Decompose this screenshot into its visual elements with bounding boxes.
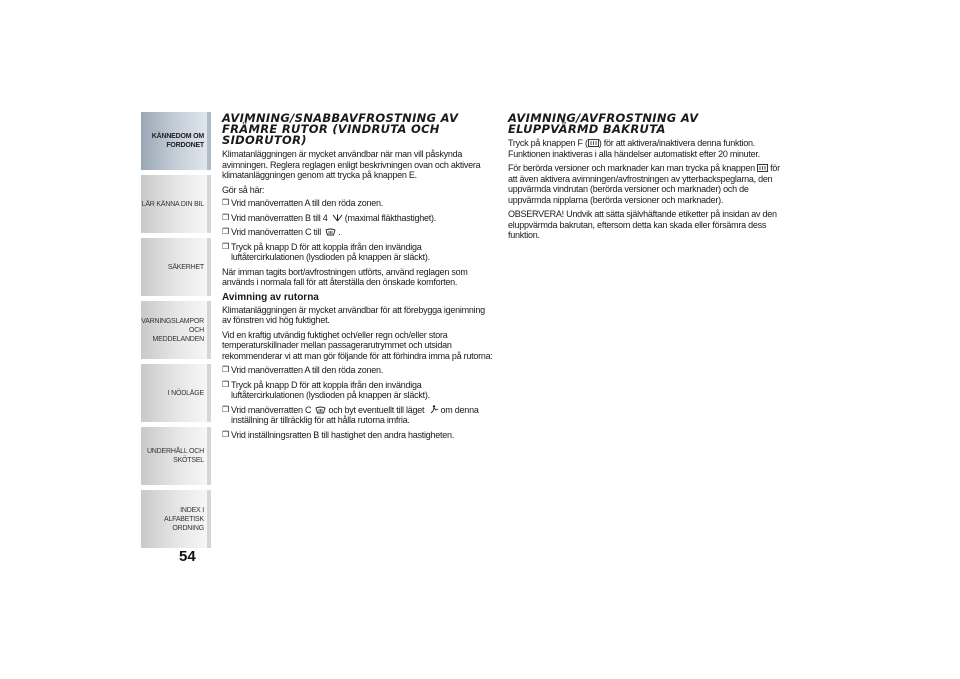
windscreen-defrost-icon <box>315 406 326 414</box>
list-item: ❒ Vrid manöverratten B till 4 (maximal fläkthastighet). <box>222 212 437 223</box>
rear-window-defrost-icon <box>588 139 599 147</box>
tab-i-nodlage[interactable] <box>141 364 211 422</box>
tab-label: VARNINGSLAMPOR OCH MEDDELANDEN <box>141 317 204 343</box>
feet-windscreen-icon <box>429 405 439 414</box>
checkbox-bullet-icon: ❒ <box>222 198 229 207</box>
section-heading-rear-defrost: AVIMNING/AVFROSTNING AV ELUPPVÄRMD BAKRUTA <box>508 111 699 136</box>
list-item: ❒ Vrid manöverratten C och byt eventuellt till läget om denna inställning är tillräcklig för att hålla rutorna imfria. <box>222 404 479 425</box>
list-item: ❒ Vrid manöverratten A till den röda zonen. <box>222 198 384 208</box>
checkbox-bullet-icon: ❒ <box>222 429 229 439</box>
tab-label: SÄKERHET <box>167 263 204 271</box>
tab-label: LÄR KÄNNA DIN BIL <box>141 200 204 208</box>
left-column <box>222 113 494 444</box>
list-item: ❒ Vrid inställningsratten B till hastighet den andra hastigheten. <box>222 429 455 440</box>
intro-paragraph: Klimatanläggningen är mycket användbar när man vill påskynda avimningen. Reglera reglagen enligt beskrivningen ovan och aktivera klimatanläggningen genom att trycka på knappen E. <box>222 149 481 180</box>
right-column <box>508 113 783 245</box>
checkbox-bullet-icon: ❒ <box>222 241 229 251</box>
sub-heading-avimning: Avimning av rutorna <box>222 291 319 303</box>
mirror-defrost-paragraph: För berörda versioner och marknader kan man trycka på knappen för att även aktivera avimningen/avfrostningen av ytterbackspeglarna, den uppvärmda vindrutan (berörda versioner och marknader) och de uppvärmda nipplarna (berörda versioner och marknader). <box>508 163 780 205</box>
sub-text: Vid en kraftig utvändig fuktighet och/eller regn och/eller stora temperaturskillnader mellan passagerarutrymmet och utsidan rekommenderar vi att man gör följande för att förhindra imma på rutorna: <box>222 329 493 361</box>
do-label: Gör så här: <box>222 184 265 195</box>
after-paragraph: När imman tagits bort/avfrostningen utförts, använd reglagen som används i normala fall för att återställa den önskade komforten. <box>222 266 468 287</box>
tab-sakerhet[interactable] <box>141 238 211 296</box>
sub-intro: Klimatanläggningen är mycket användbar för att förebygga igenimning av fönstren vid hög fuktighet. <box>222 304 485 325</box>
tab-lar-kanna-din-bil[interactable] <box>141 175 211 233</box>
windscreen-defrost-icon <box>325 228 336 236</box>
tab-underhall-och-skotsel[interactable] <box>141 427 211 485</box>
tab-varningslampor[interactable] <box>141 301 211 359</box>
rear-window-defrost-icon <box>757 164 768 172</box>
checkbox-bullet-icon: ❒ <box>222 365 229 374</box>
rear-defrost-paragraph: Tryck på knappen F ( ) för att aktivera/inaktivera denna funktion. Funktionen inaktiveras i alla händelser automatiskt efter 20 minuter. <box>508 138 760 159</box>
sub-steps-list <box>222 365 494 440</box>
fan-icon <box>332 214 343 222</box>
checkbox-bullet-icon: ❒ <box>222 404 229 414</box>
tab-label: INDEX I ALFABETISK ORDNING <box>163 506 204 532</box>
section-heading-front-defrost: AVIMNING/SNABBAVFROSTNING AV FRÄMRE RUTOR (VINDRUTA OCH SIDORUTOR) <box>222 111 459 147</box>
page-number: 54 <box>179 548 196 565</box>
list-item: ❒ Tryck på knapp D för att koppla ifrån den invändiga luftåtercirkulationen (lysdioden på knappen är släckt). <box>222 379 430 400</box>
tab-label: UNDERHÅLL OCH SKÖTSEL <box>146 448 204 464</box>
tab-index[interactable] <box>141 490 211 548</box>
checkbox-bullet-icon: ❒ <box>222 212 229 222</box>
checkbox-bullet-icon: ❒ <box>222 379 229 389</box>
list-item: ❒ Vrid manöverratten A till den röda zonen. <box>222 365 384 375</box>
tab-label: I NÖDLÄGE <box>167 389 204 397</box>
steps-list <box>222 198 494 263</box>
checkbox-bullet-icon: ❒ <box>222 227 229 236</box>
tab-label: KÄNNEDOM OM FORDONET <box>151 133 204 149</box>
warning-paragraph: OBSERVERA! Undvik att sätta självhäftande etiketter på insidan av den eluppvärmda bakrutan, eftersom detta kan skada eller försämra dess funktion. <box>508 209 777 240</box>
tab-kannedom-om-fordonet[interactable] <box>141 112 211 170</box>
list-item: ❒ Vrid manöverratten C till . <box>222 227 341 237</box>
list-item: ❒ Tryck på knapp D för att koppla ifrån den invändiga luftåtercirkulationen (lysdioden på knappen är släckt). <box>222 241 430 262</box>
